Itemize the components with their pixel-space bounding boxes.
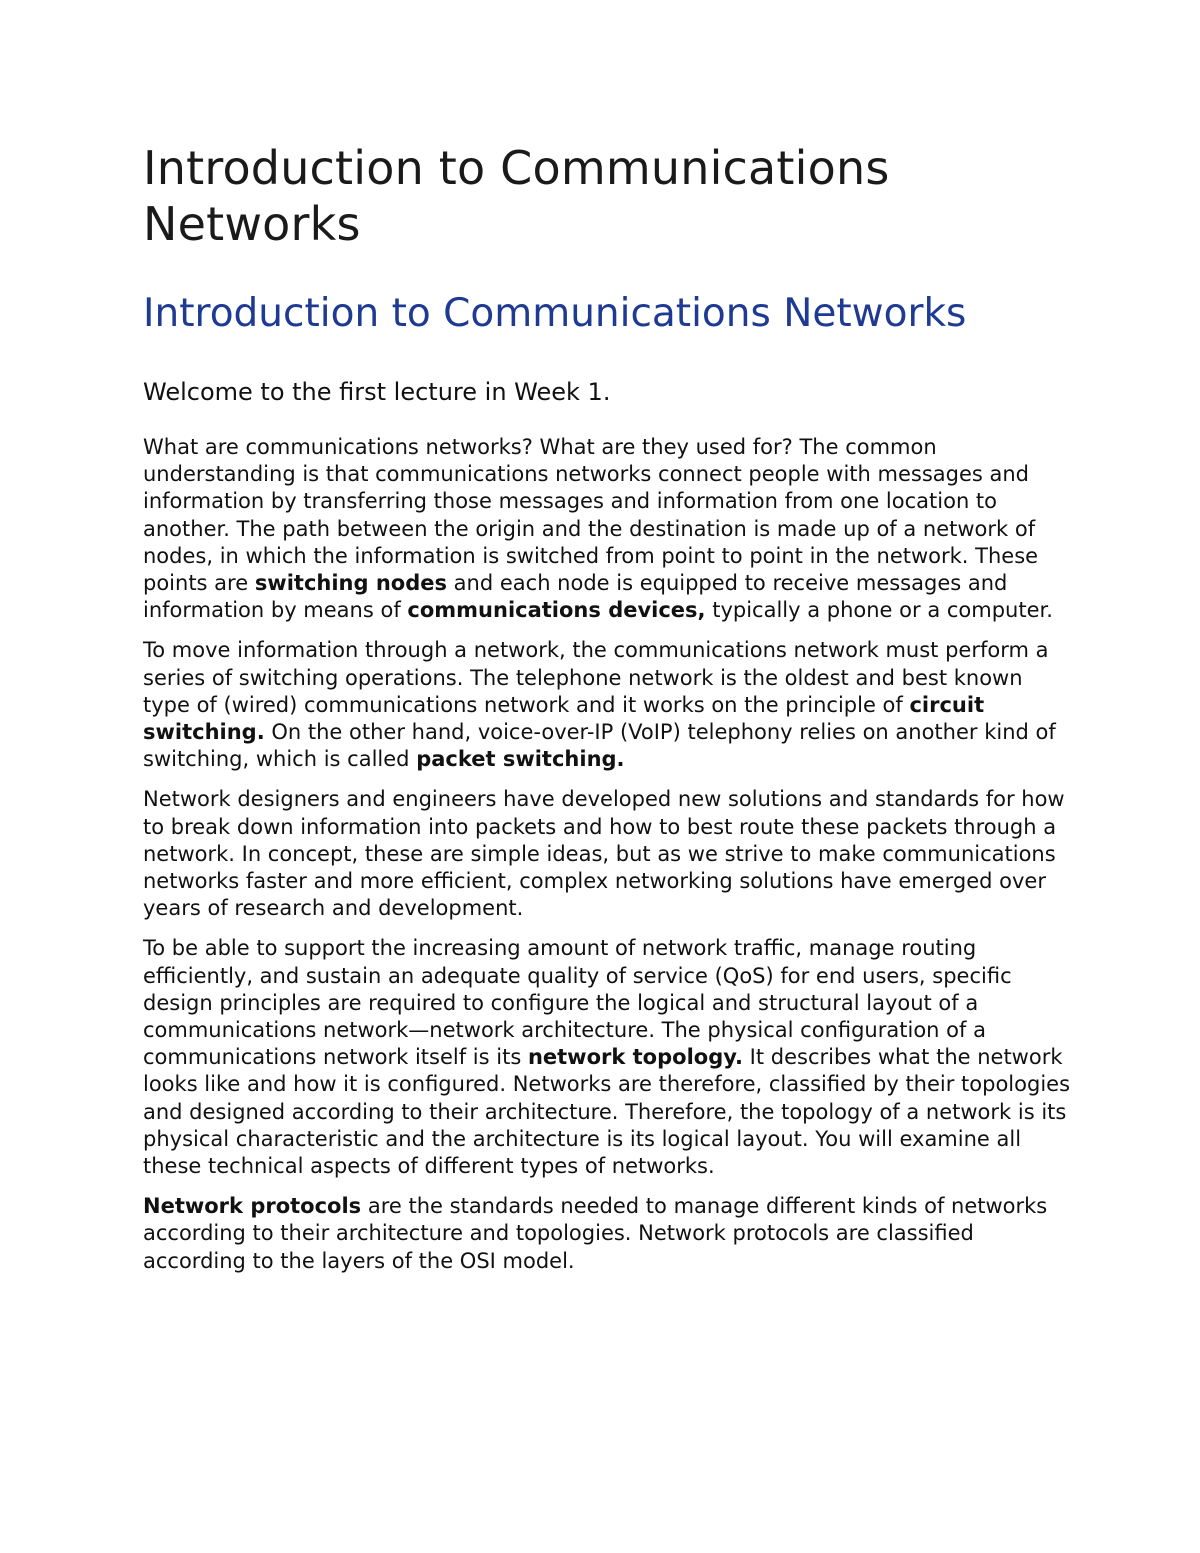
section-heading: Introduction to Communications Networks xyxy=(143,291,967,336)
paragraph-3-text-1: Network designers and engineers have developed new solutions and standards for how to break down information into packets and how to best route these packets through a network. In concept, these are simple ideas, but as we strive to make communications networks faster and more efficient, complex networking solutions have emerged over years of research and development. xyxy=(143,787,1065,921)
term-communications-devices: communications devices, xyxy=(407,598,706,623)
paragraph-5 xyxy=(143,1193,1073,1275)
paragraph-4 xyxy=(143,935,1073,1180)
term-network-topology: network topology. xyxy=(527,1045,743,1070)
term-switching-nodes: switching nodes xyxy=(254,571,447,596)
paragraph-1-text-1: What are communications networks? What are they used for? The common understanding is that communications networks connect people with messages and information by transferring those messages and information from one location to another. The path between the origin and the destination is made up of a network of nodes, in which the information is switched from point to point in the network. These points are xyxy=(143,435,1039,596)
term-network-protocols: Network protocols xyxy=(143,1194,362,1219)
document-page xyxy=(143,140,1073,1275)
paragraph-5-text-1: are the standards needed to manage different kinds of networks according to their architecture and topologies. Network protocols are classified according to the layers of the OSI model. xyxy=(143,1194,1048,1273)
paragraph-3 xyxy=(143,786,1073,922)
paragraph-2-text-1: To move information through a network, the communications network must perform a series of switching operations. The telephone network is the oldest and best known type of (wired) communications network and it works on the principle of xyxy=(143,638,1049,717)
paragraph-4-text-1: To be able to support the increasing amount of network traffic, manage routing efficiently, and sustain an adequate quality of service (QoS) for end users, specific design principles are required to configure the logical and structural layout of a communications network—network architecture. The physical configuration of a communications network itself is its xyxy=(143,936,1012,1070)
paragraph-1-text-2: and each node is equipped to receive messages and information by means of xyxy=(143,571,1008,623)
term-circuit-switching: circuit switching. xyxy=(143,692,985,745)
paragraph-1 xyxy=(143,434,1073,624)
paragraph-2-text-2: On the other hand, voice-over-IP (VoIP) telephony relies on another kind of switching, which is called xyxy=(143,720,1056,772)
welcome-subheading: Welcome to the first lecture in Week 1. xyxy=(143,378,611,406)
term-packet-switching: packet switching. xyxy=(416,747,625,772)
paragraph-4-text-2: It describes what the network looks like and how it is configured. Networks are therefore, classified by their topologies and designed according to their architecture. Therefore, the topology of a network is its physical characteristic and the architecture is its logical layout. You will examine all these technical aspects of different types of networks. xyxy=(143,1045,1071,1179)
paragraph-2 xyxy=(143,637,1073,773)
paragraph-1-text-3: typically a phone or a computer. xyxy=(705,598,1053,623)
document-title: Introduction to Communications Networks xyxy=(143,141,890,251)
